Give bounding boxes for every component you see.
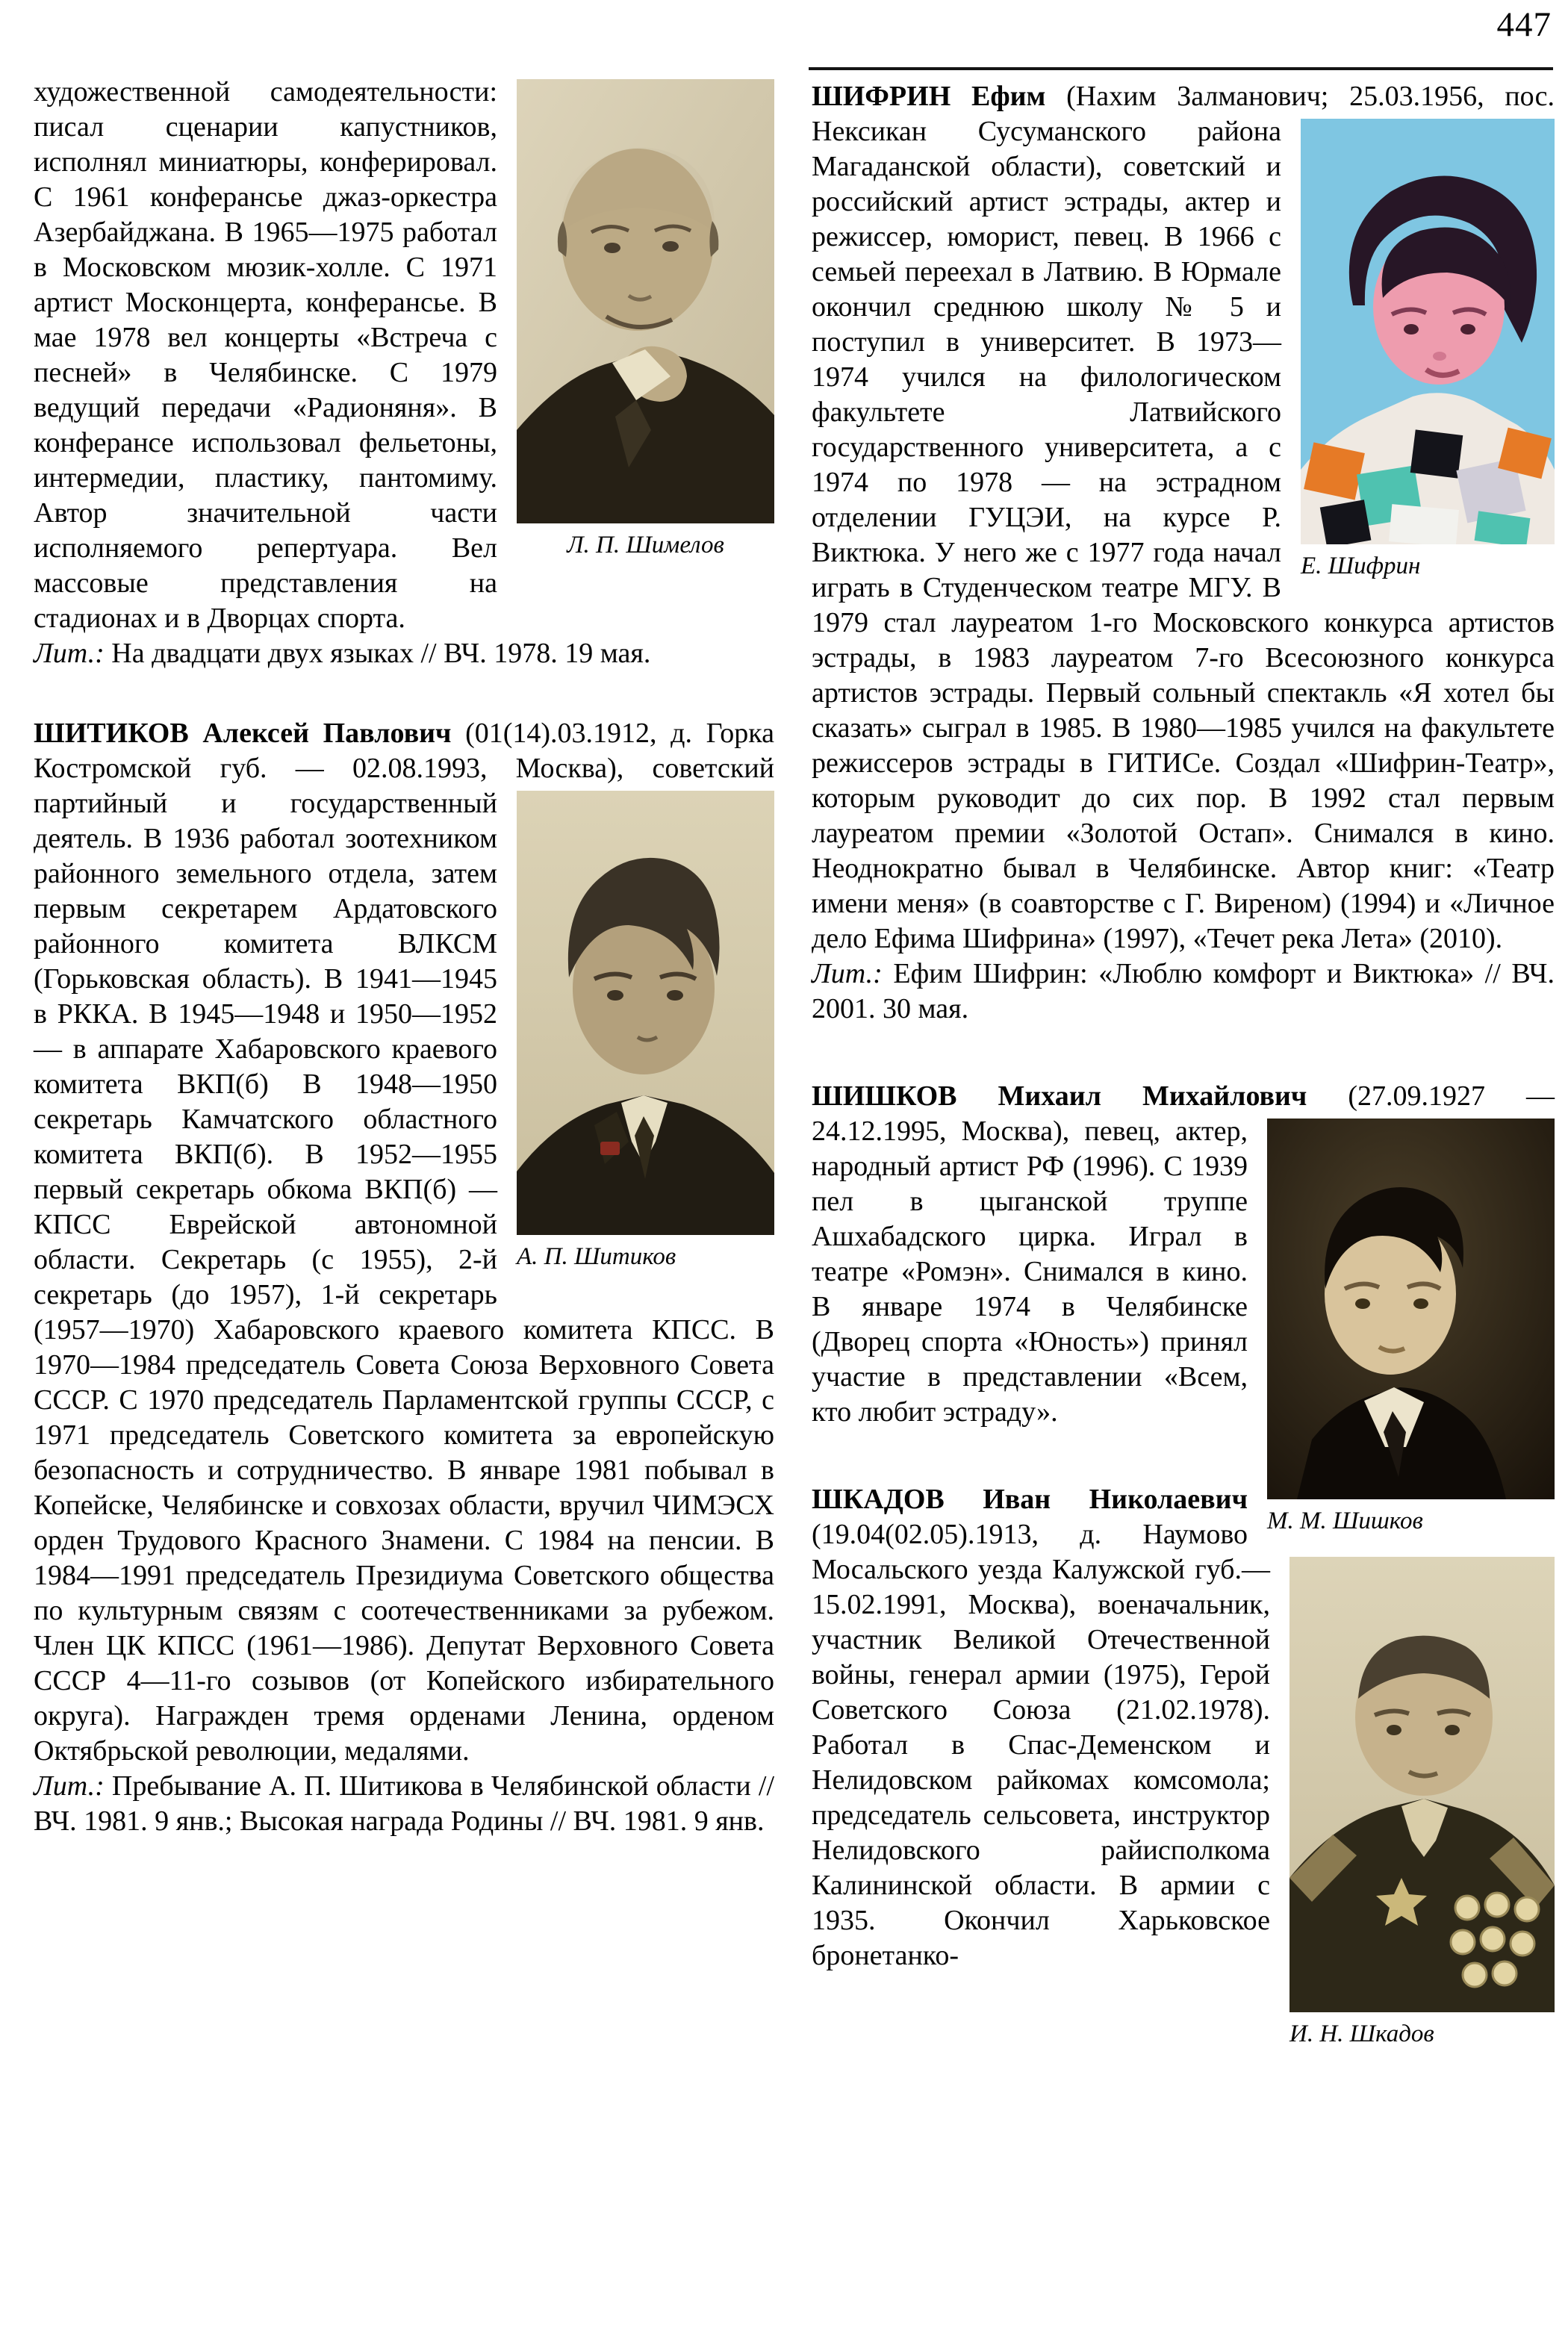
- shifrin-photo-block: [1301, 119, 1555, 580]
- page-number: 447: [1496, 5, 1552, 44]
- lit-label: Лит.:: [34, 1770, 105, 1802]
- shitikov-body: советский партийный и государственный деятель. В 1936 работал зоотехником районного земельного отдела, затем первым секретарем Ардатовского районного комитета ВЛКСМ (Горьковская область). В 1941—1945 в РККА. В 1945—1948 и 1950—1952 — в аппарате Хабаровского краевого комитета ВКП(б) В 1948—1950 секретарь Камчатского областного комитета ВКП(б). В 1952—1955 первый секретарь обкома ВКП(б) — КПСС Еврейской автономной области. Секретарь (с 1955), 2-й секретарь (до 1957), 1-й секретарь (1957—1970) Хабаровского краевого комитета КПСС. В 1970—1984 председатель Совета Союза Верховного Совета СССР. С 1970 председатель Парламентской группы СССР, с 1971 председатель Советского комитета за европейскую безопасность и сотрудничество. В январе 1981 побывал в Копейске, Челябинске и совхозах области, вручил ЧИМЭСХ орден Трудового Красного Знамени. С 1984 на пенсии. В 1984—1991 председатель Президиума Советского общества по культурным связям с соотечественниками за рубежом. Член ЦК КПСС (1961—1986). Депутат Верховного Совета СССР 4—11-го созывов (от Копейского избирательного округа). Награжден тремя орденами Ленина, орденом Октябрьской революции, медалями.: [34, 753, 775, 1767]
- shimelov-lit: [34, 636, 774, 671]
- shishkov-intro: (27.09.1927 —: [1307, 1080, 1555, 1112]
- shifrin-body: Магаданской области), советский и российский артист эстрады, актер и режиссер, юморист, певец. В 1966 с семьей переехал в Латвию. В Юрмале окончил среднюю школу № 5 и поступил в университет. В 1973—1974 учился на филологическом факультете Латвийского государственного университета, а с 1974 по 1978 — на эстрадном отделении ГУЦЭИ, на курсе Р. Виктюка. У него же с 1977 года начал играть в Студенческом театре МГУ. В 1979 стал лауреатом 1-го Московского конкурса артистов эстрады, в 1983 лауреатом 7-го Всесоюзного конкурса артистов эстрады. Первый сольный спектакль «Я хотел бы сказать» сыграл в 1985. В 1980—1985 учился на факультете режиссеров эстрады в ГИТИСе. Создал «Шифрин-Театр», которым руководит до сих пор. В 1992 стал первым лауреатом премии «Золотой Остап». Снимался в кино. Неоднократно бывал в Челябинске. Автор книг: «Театр имени меня» (в соавторстве с Г. Виреном) (1994) и «Личное дело Ефима Шифрина» (1997), «Течет река Лета» (2010).: [812, 151, 1555, 954]
- shifrin-photo-caption: Е. Шифрин: [1301, 553, 1421, 579]
- shkadov-text: [812, 1482, 1555, 2047]
- shifrin-photo: [1301, 119, 1555, 544]
- shishkov-body: 24.12.1995, Москва), певец, актер, народный артист РФ (1996). С 1939 пел в цыганской труппе Ашхабадского цирка. Играл в театре «Ромэн». Снимался в кино. В январе 1974 в Челябинске (Дворец спорта «Юность») принял участие в представлении «Всем, кто любит эстраду».: [812, 1116, 1248, 1428]
- entry-shimelov-continuation: [34, 75, 774, 671]
- lit-text: На двадцати двух языках // ВЧ. 1978. 19 мая.: [104, 638, 651, 669]
- shkadov-photo: [1289, 1557, 1555, 2012]
- shimelov-photo-block: [517, 79, 774, 559]
- shkadov-photo-block: [1289, 1557, 1555, 2048]
- shishkov-photo: [1267, 1119, 1555, 1499]
- lit-label: Лит.:: [34, 638, 105, 669]
- shifrin-intro: (Нахим Залманович; 25.03.1956, пос. Нексикан Сусуманского района: [812, 81, 1555, 147]
- shimelov-photo-caption: Л. П. Шимелов: [567, 532, 724, 559]
- shishkov-headword: ШИШКОВ Михаил Михайлович: [812, 1080, 1307, 1112]
- entry-shitikov: [34, 716, 774, 1839]
- right-column: [812, 79, 1555, 2059]
- shkadov-headword: ШКАДОВ Иван Николаевич: [812, 1484, 1248, 1515]
- shifrin-text: [812, 79, 1555, 956]
- shifrin-lit: [812, 956, 1555, 1027]
- shkadov-photo-caption: И. Н. Шкадов: [1289, 2020, 1434, 2047]
- lit-text: Ефим Шифрин: «Люблю комфорт и Виктюка» // ВЧ. 2001. 30 мая.: [812, 958, 1555, 1024]
- shishkov-photo-block: [1267, 1119, 1555, 1535]
- lit-text: Пребывание А. П. Шитикова в Челябинской области // ВЧ. 1981. 9 янв.; Высокая награда Родины // ВЧ. 1981. 9 янв.: [34, 1770, 774, 1837]
- shkadov-body: 15.02.1991, Москва), военачальник, участник Великой Отечественной войны, генерал армии (1975), Герой Советского Союза (21.02.1978). Работал в Спас-Деменском и Нелидовском райкомах комсомола; председатель сельсовета, инструктор Нелидовского райисполкома Калининской области. В армии с 1935. Окончил Харьковское бронетанко-: [812, 1589, 1270, 1971]
- entry-shkadov: [812, 1482, 1555, 2047]
- shitikov-headword: ШИТИКОВ Алексей Павлович: [34, 718, 452, 749]
- shimelov-photo: [517, 79, 774, 523]
- shimelov-text-run: художественной самодеятельности: писал сценарии капустников, исполнял миниатюры, конферировал. С 1961 конферансье джаз-оркестра Азербайджана. В 1965—1975 работал в Московском мюзик-холле. С 1971 артист Москонцерта, конферансье. В мае 1978 вел концерты «Встреча с песней» в Челябинске. С 1979 ведущий передачи «Радионяня». В конферансе использовал фельетоны, интермедии, пластику, пантомиму. Автор значительной части исполняемого репертуара. Вел массовые представления на стадионах и в Дворцах спорта.: [34, 76, 497, 634]
- shitikov-lit: [34, 1769, 774, 1839]
- shishkov-photo-caption: М. М. Шишков: [1267, 1508, 1423, 1534]
- left-column: [34, 75, 774, 1839]
- shitikov-text: [34, 716, 774, 1769]
- header-rule: [809, 67, 1553, 70]
- shitikov-photo-caption: А. П. Шитиков: [517, 1243, 676, 1270]
- shitikov-photo-block: [517, 791, 774, 1271]
- shifrin-headword: ШИФРИН Ефим: [812, 81, 1046, 112]
- entry-shifrin: [812, 79, 1555, 1027]
- shitikov-photo: [517, 791, 774, 1235]
- lit-label: Лит.:: [812, 958, 883, 989]
- shitikov-intro: (01(14).03.1912, д. Горка Костромской губ. — 02.08.1993, Москва),: [34, 718, 775, 784]
- shkadov-intro: (19.04(02.05).1913, д. Наумово Мосальского уезда Калужской губ.—: [812, 1519, 1270, 1585]
